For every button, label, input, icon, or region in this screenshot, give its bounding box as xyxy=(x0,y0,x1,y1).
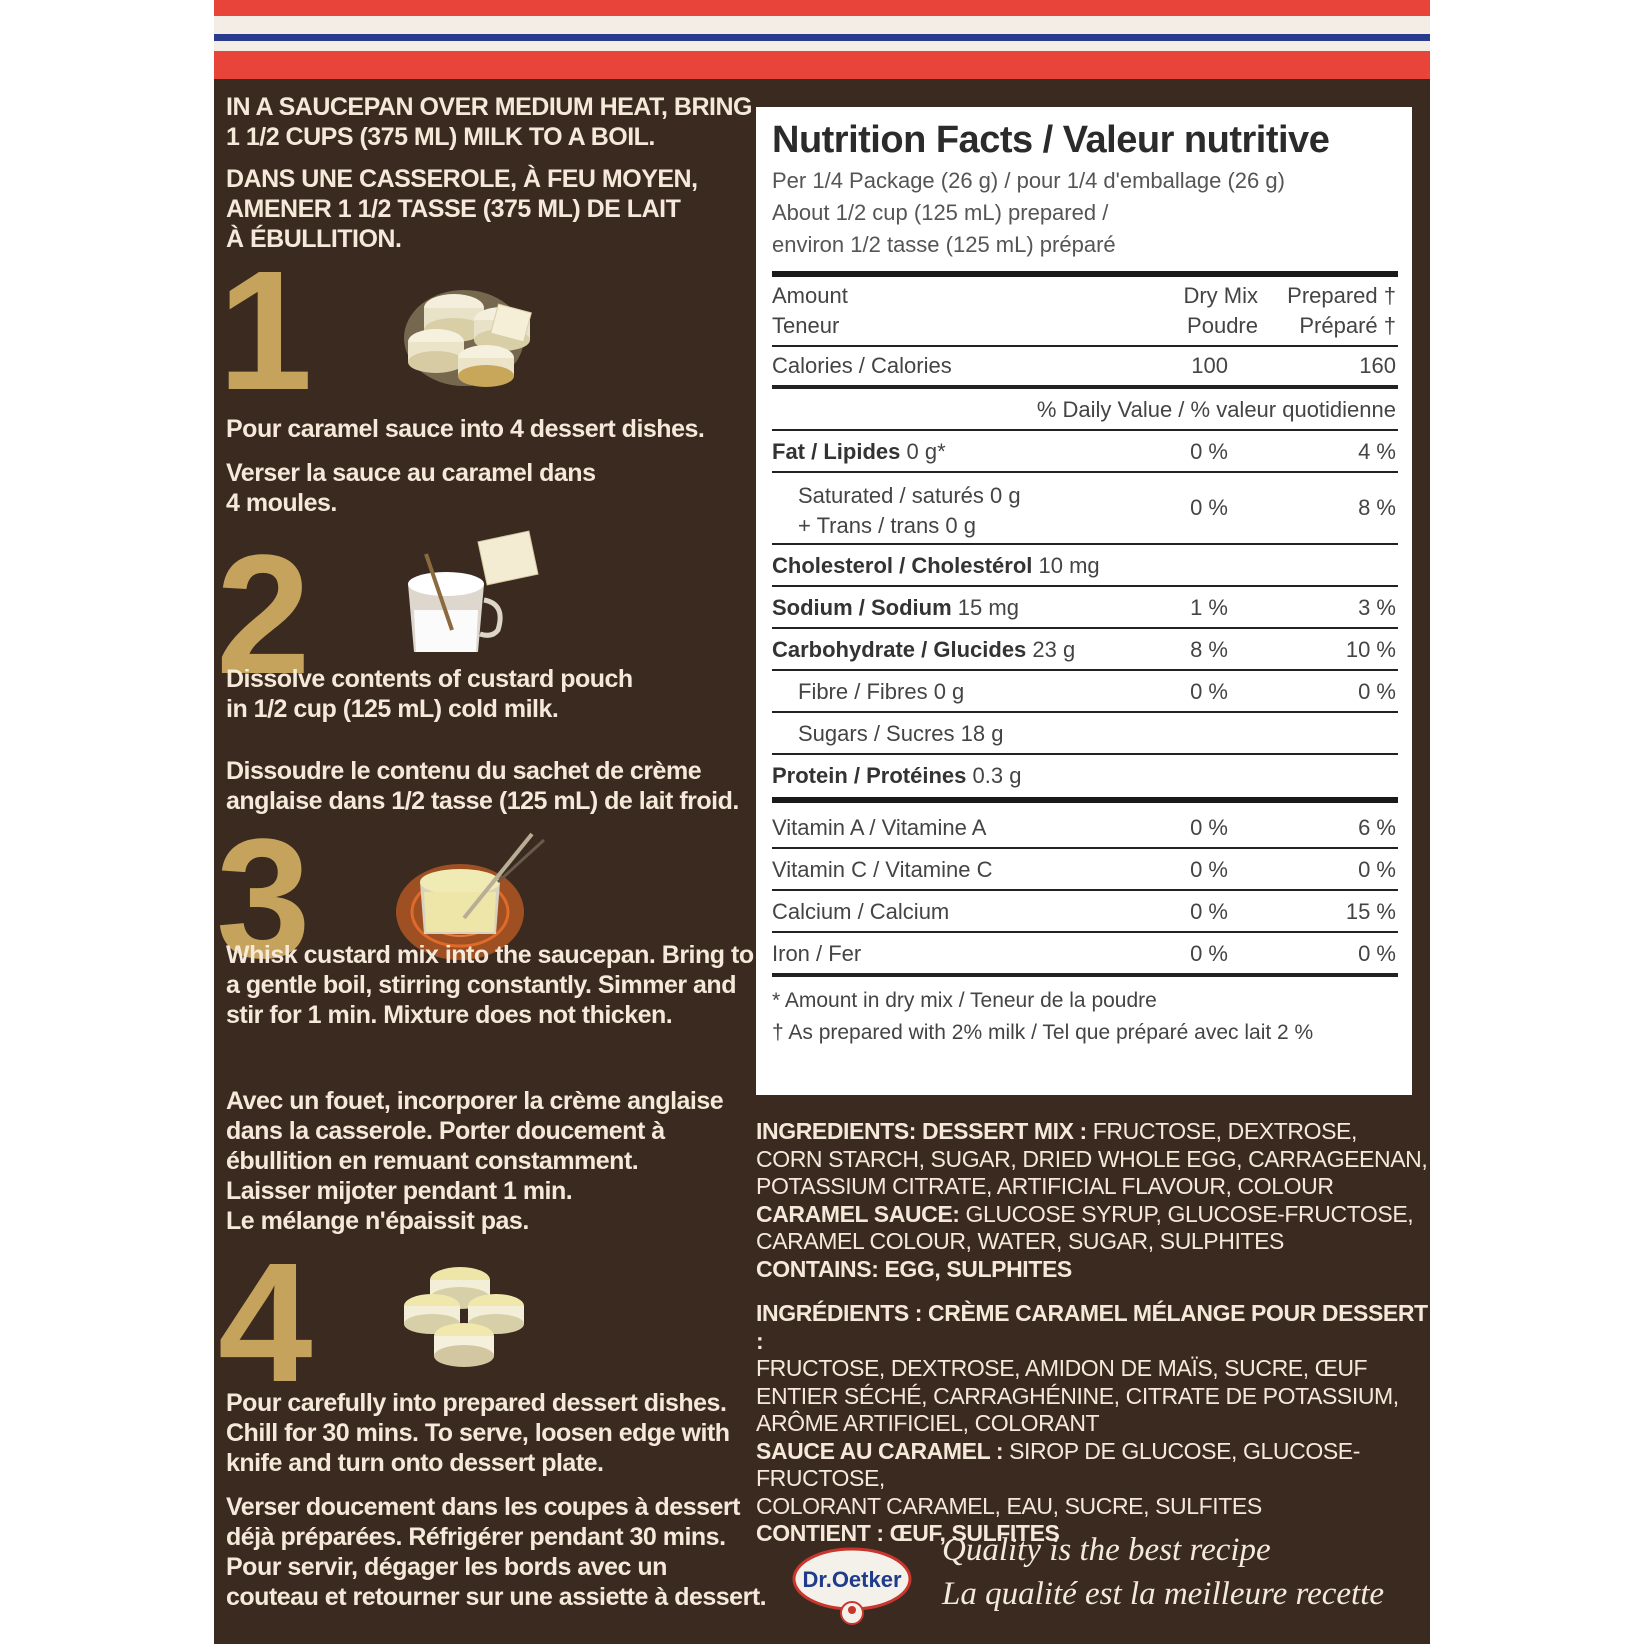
carbohydrate-prepared: 10 % xyxy=(1345,637,1396,662)
ingredients-line: CARAMEL COLOUR, WATER, SUGAR, SULPHITES xyxy=(756,1228,1284,1254)
step-3-number: 3 xyxy=(216,804,311,994)
step-3-en-line: Whisk custard mix into the saucepan. Bring to xyxy=(226,941,754,969)
sugars-label: Sugars / Sucres 18 g xyxy=(798,721,1004,746)
vitamin-label: Vitamin C / Vitamine C xyxy=(772,857,993,882)
divider xyxy=(772,753,1398,755)
carbohydrate-label: Carbohydrate / Glucides xyxy=(772,637,1027,662)
top-white-stripe-2 xyxy=(214,41,1430,51)
calories-prepared: 160 xyxy=(1359,353,1396,378)
sodium-dry: 1 % xyxy=(1190,595,1228,620)
fat-amount: 0 g xyxy=(906,439,938,464)
divider xyxy=(772,797,1398,803)
prepared-header xyxy=(1287,281,1396,341)
fat-dry: 0 % xyxy=(1190,439,1228,464)
ingredients-fr xyxy=(756,1300,1430,1548)
top-red-band xyxy=(214,51,1430,79)
ingredients-line: GLUCOSE SYRUP, GLUCOSE-FRUCTOSE, xyxy=(959,1200,1414,1227)
fat-footnote-mark: * xyxy=(937,439,946,464)
divider xyxy=(772,847,1398,849)
package-back-panel xyxy=(214,0,1430,1644)
tagline-fr: La qualité est la meilleure recette xyxy=(942,1576,1385,1612)
step-2-number: 2 xyxy=(216,520,311,710)
trans-line: + Trans / trans 0 g xyxy=(798,513,976,538)
divider xyxy=(772,271,1398,277)
step-4-en-line: knife and turn onto dessert plate. xyxy=(226,1449,604,1477)
divider xyxy=(772,973,1398,977)
step-1-text-en xyxy=(226,414,704,444)
step-2-fr-line: anglaise dans 1/2 tasse (125 mL) de lait froid. xyxy=(226,787,739,815)
column-header-row xyxy=(772,281,1398,341)
vitamin-label: Calcium / Calcium xyxy=(772,899,950,924)
top-red-stripe xyxy=(214,0,1430,16)
intro-en-line: IN A SAUCEPAN OVER MEDIUM HEAT, BRING xyxy=(226,93,752,121)
protein-amount: 0.3 g xyxy=(972,763,1022,788)
vitamin-dry: 0 % xyxy=(1190,941,1228,966)
top-white-stripe xyxy=(214,16,1430,34)
fibre-label: Fibre / Fibres 0 g xyxy=(798,679,965,704)
step-4-fr-line: couteau et retourner sur une assiette à dessert. xyxy=(226,1583,767,1611)
step-4-fr-line: Verser doucement dans les coupes à dessert xyxy=(226,1493,740,1521)
step-1-fr-line: 4 moules. xyxy=(226,489,337,517)
ingredients-line: POTASSIUM CITRATE, ARTIFICIAL FLAVOUR, COLOUR xyxy=(756,1173,1334,1199)
serving-size xyxy=(772,165,1285,261)
step-3-en-line: a gentle boil, stirring constantly. Simmer and xyxy=(226,971,736,999)
step-1-fr-line: Verser la sauce au caramel dans xyxy=(226,459,596,487)
filled-dessert-dishes-illustration xyxy=(400,1250,540,1380)
sodium-label: Sodium / Sodium xyxy=(772,595,952,620)
saturated-dry: 0 % xyxy=(1190,495,1228,520)
step-3-fr-line: ébullition en remuant constamment. xyxy=(226,1147,639,1175)
prepared-header-en: Prepared † xyxy=(1287,283,1396,308)
step-4-text-en xyxy=(226,1388,730,1478)
divider xyxy=(772,429,1398,431)
nutrition-facts-table xyxy=(756,107,1412,1095)
prepared-header-fr: Préparé † xyxy=(1299,313,1396,338)
footnote: * Amount in dry mix / Teneur de la poudre xyxy=(772,989,1157,1012)
step-1-en-line: Pour caramel sauce into 4 dessert dishes. xyxy=(226,415,705,443)
step-3-text-en xyxy=(226,940,754,1030)
ingredients-line: ENTIER SÉCHÉ, CARRAGHÉNINE, CITRATE DE POTASSIUM, xyxy=(756,1382,1399,1409)
divider xyxy=(772,471,1398,473)
carbohydrate-dry: 8 % xyxy=(1190,637,1228,662)
fat-label: Fat / Lipides xyxy=(772,439,901,464)
amount-header-fr: Teneur xyxy=(772,313,840,338)
allergen-statement: CONTAINS: EGG, SULPHITES xyxy=(756,1255,1072,1282)
serving-line: About 1/2 cup (125 mL) prepared / xyxy=(772,200,1109,225)
cholesterol-label: Cholesterol / Cholestérol xyxy=(772,553,1033,578)
vitamin-prepared: 0 % xyxy=(1358,941,1396,966)
amount-header-en: Amount xyxy=(772,283,848,308)
calories-dry: 100 xyxy=(1191,353,1228,378)
ingredients-line: SIROP DE GLUCOSE, GLUCOSE-FRUCTOSE, xyxy=(756,1437,1360,1491)
ingredients-en xyxy=(756,1118,1427,1283)
calories-label: Calories / Calories xyxy=(772,353,952,378)
serving-line: environ 1/2 tasse (125 mL) préparé xyxy=(772,232,1116,257)
cholesterol-amount: 10 mg xyxy=(1038,553,1100,578)
intro-fr-line: À ÉBULLITION. xyxy=(226,225,402,253)
vitamin-label: Vitamin A / Vitamine A xyxy=(772,815,987,840)
top-blue-stripe xyxy=(214,34,1430,41)
step-3-text-fr xyxy=(226,1086,723,1236)
carbohydrate-amount: 23 g xyxy=(1032,637,1076,662)
vitamin-dry: 0 % xyxy=(1190,899,1228,924)
daily-value-label: % Daily Value / % valeur quotidienne xyxy=(1036,397,1396,422)
intro-fr-line: AMENER 1 1/2 TASSE (375 ML) DE LAIT xyxy=(226,195,681,223)
dry-mix-header xyxy=(1183,281,1258,341)
step-4-fr-line: déjà préparées. Réfrigérer pendant 30 mins. xyxy=(226,1523,726,1551)
sodium-amount: 15 mg xyxy=(957,595,1019,620)
step-3-fr-line: Le mélange n'épaissit pas. xyxy=(226,1207,529,1235)
step-2-en-line: Dissolve contents of custard pouch xyxy=(226,665,633,693)
footnotes xyxy=(772,985,1398,1049)
saturated-label xyxy=(772,481,1021,541)
intro-en xyxy=(226,92,752,152)
intro-fr-line: DANS UNE CASSEROLE, À FEU MOYEN, xyxy=(226,165,698,193)
fibre-dry: 0 % xyxy=(1190,679,1228,704)
ingredients-line: ARÔME ARTIFICIEL, COLORANT xyxy=(756,1410,1100,1436)
intro-en-line: 1 1/2 CUPS (375 ML) MILK TO A BOIL. xyxy=(226,123,655,151)
step-3-fr-line: Avec un fouet, incorporer la crème anglaise xyxy=(226,1087,724,1115)
ingredients-line: CORN STARCH, SUGAR, DRIED WHOLE EGG, CARRAGEENAN, xyxy=(756,1145,1428,1172)
divider xyxy=(772,385,1398,389)
step-3-en-line: stir for 1 min. Mixture does not thicken. xyxy=(226,1001,673,1029)
ingredients-line: FRUCTOSE, DEXTROSE, xyxy=(1086,1118,1357,1144)
sodium-prepared: 3 % xyxy=(1358,595,1396,620)
vitamin-prepared: 15 % xyxy=(1345,899,1396,924)
caramel-sauce-label: SAUCE AU CARAMEL : xyxy=(756,1437,1004,1464)
step-4-en-line: Pour carefully into prepared dessert dishes. xyxy=(226,1389,727,1417)
step-1-text-fr xyxy=(226,458,595,518)
footnote: † As prepared with 2% milk / Tel que préparé avec lait 2 % xyxy=(772,1021,1314,1044)
step-2-en-line: in 1/2 cup (125 mL) cold milk. xyxy=(226,695,559,723)
logo-text: Dr.Oetker xyxy=(802,1567,902,1592)
fat-prepared: 4 % xyxy=(1358,439,1396,464)
amount-header xyxy=(772,281,848,341)
serving-line: Per 1/4 Package (26 g) / pour 1/4 d'emballage (26 g) xyxy=(772,168,1285,193)
step-4-number: 4 xyxy=(218,1228,313,1418)
allergen-statement: CONTIENT : ŒUF, SULFITES xyxy=(756,1520,1060,1546)
vitamin-prepared: 6 % xyxy=(1358,815,1396,840)
dessert-dishes-illustration xyxy=(394,268,554,398)
step-1-number: 1 xyxy=(218,236,313,426)
ingredients-mix-label: INGRÉDIENTS : CRÈME CARAMEL MÉLANGE POUR DESSERT : xyxy=(756,1300,1428,1354)
divider xyxy=(772,543,1398,545)
protein-label: Protein / Protéines xyxy=(772,763,967,788)
vitamin-prepared: 0 % xyxy=(1358,857,1396,882)
vitamin-dry: 0 % xyxy=(1190,857,1228,882)
step-2-text-en xyxy=(226,664,633,724)
divider xyxy=(772,585,1398,587)
divider xyxy=(772,889,1398,891)
nutrition-facts-title: Nutrition Facts / Valeur nutritive xyxy=(772,119,1330,161)
divider xyxy=(772,711,1398,713)
dry-mix-header-en: Dry Mix xyxy=(1183,283,1258,308)
saturated-prepared: 8 % xyxy=(1358,495,1396,520)
step-4-fr-line: Pour servir, dégager les bords avec un xyxy=(226,1553,667,1581)
step-3-fr-line: dans la casserole. Porter doucement à xyxy=(226,1117,665,1145)
divider xyxy=(772,345,1398,347)
saturated-line: Saturated / saturés 0 g xyxy=(798,483,1021,508)
dr-oetker-logo xyxy=(790,1545,914,1625)
step-4-en-line: Chill for 30 mins. To serve, loosen edge with xyxy=(226,1419,730,1447)
vitamin-dry: 0 % xyxy=(1190,815,1228,840)
tagline-en: Quality is the best recipe xyxy=(942,1532,1271,1568)
fibre-prepared: 0 % xyxy=(1358,679,1396,704)
caramel-sauce-label: CARAMEL SAUCE: xyxy=(756,1200,960,1227)
dry-mix-header-fr: Poudre xyxy=(1187,313,1258,338)
ingredients-line: COLORANT CARAMEL, EAU, SUCRE, SULFITES xyxy=(756,1492,1262,1519)
divider xyxy=(772,627,1398,629)
ingredients-mix-label: INGREDIENTS: DESSERT MIX : xyxy=(756,1118,1087,1144)
divider xyxy=(772,669,1398,671)
vitamin-label: Iron / Fer xyxy=(772,941,862,966)
step-4-text-fr xyxy=(226,1492,766,1612)
milk-cup-illustration xyxy=(398,530,548,660)
step-2-fr-line: Dissoudre le contenu du sachet de crème xyxy=(226,757,702,785)
divider xyxy=(772,931,1398,933)
step-3-fr-line: Laisser mijoter pendant 1 min. xyxy=(226,1177,573,1205)
ingredients-line: FRUCTOSE, DEXTROSE, AMIDON DE MAÏS, SUCRE, ŒUF xyxy=(756,1355,1368,1381)
